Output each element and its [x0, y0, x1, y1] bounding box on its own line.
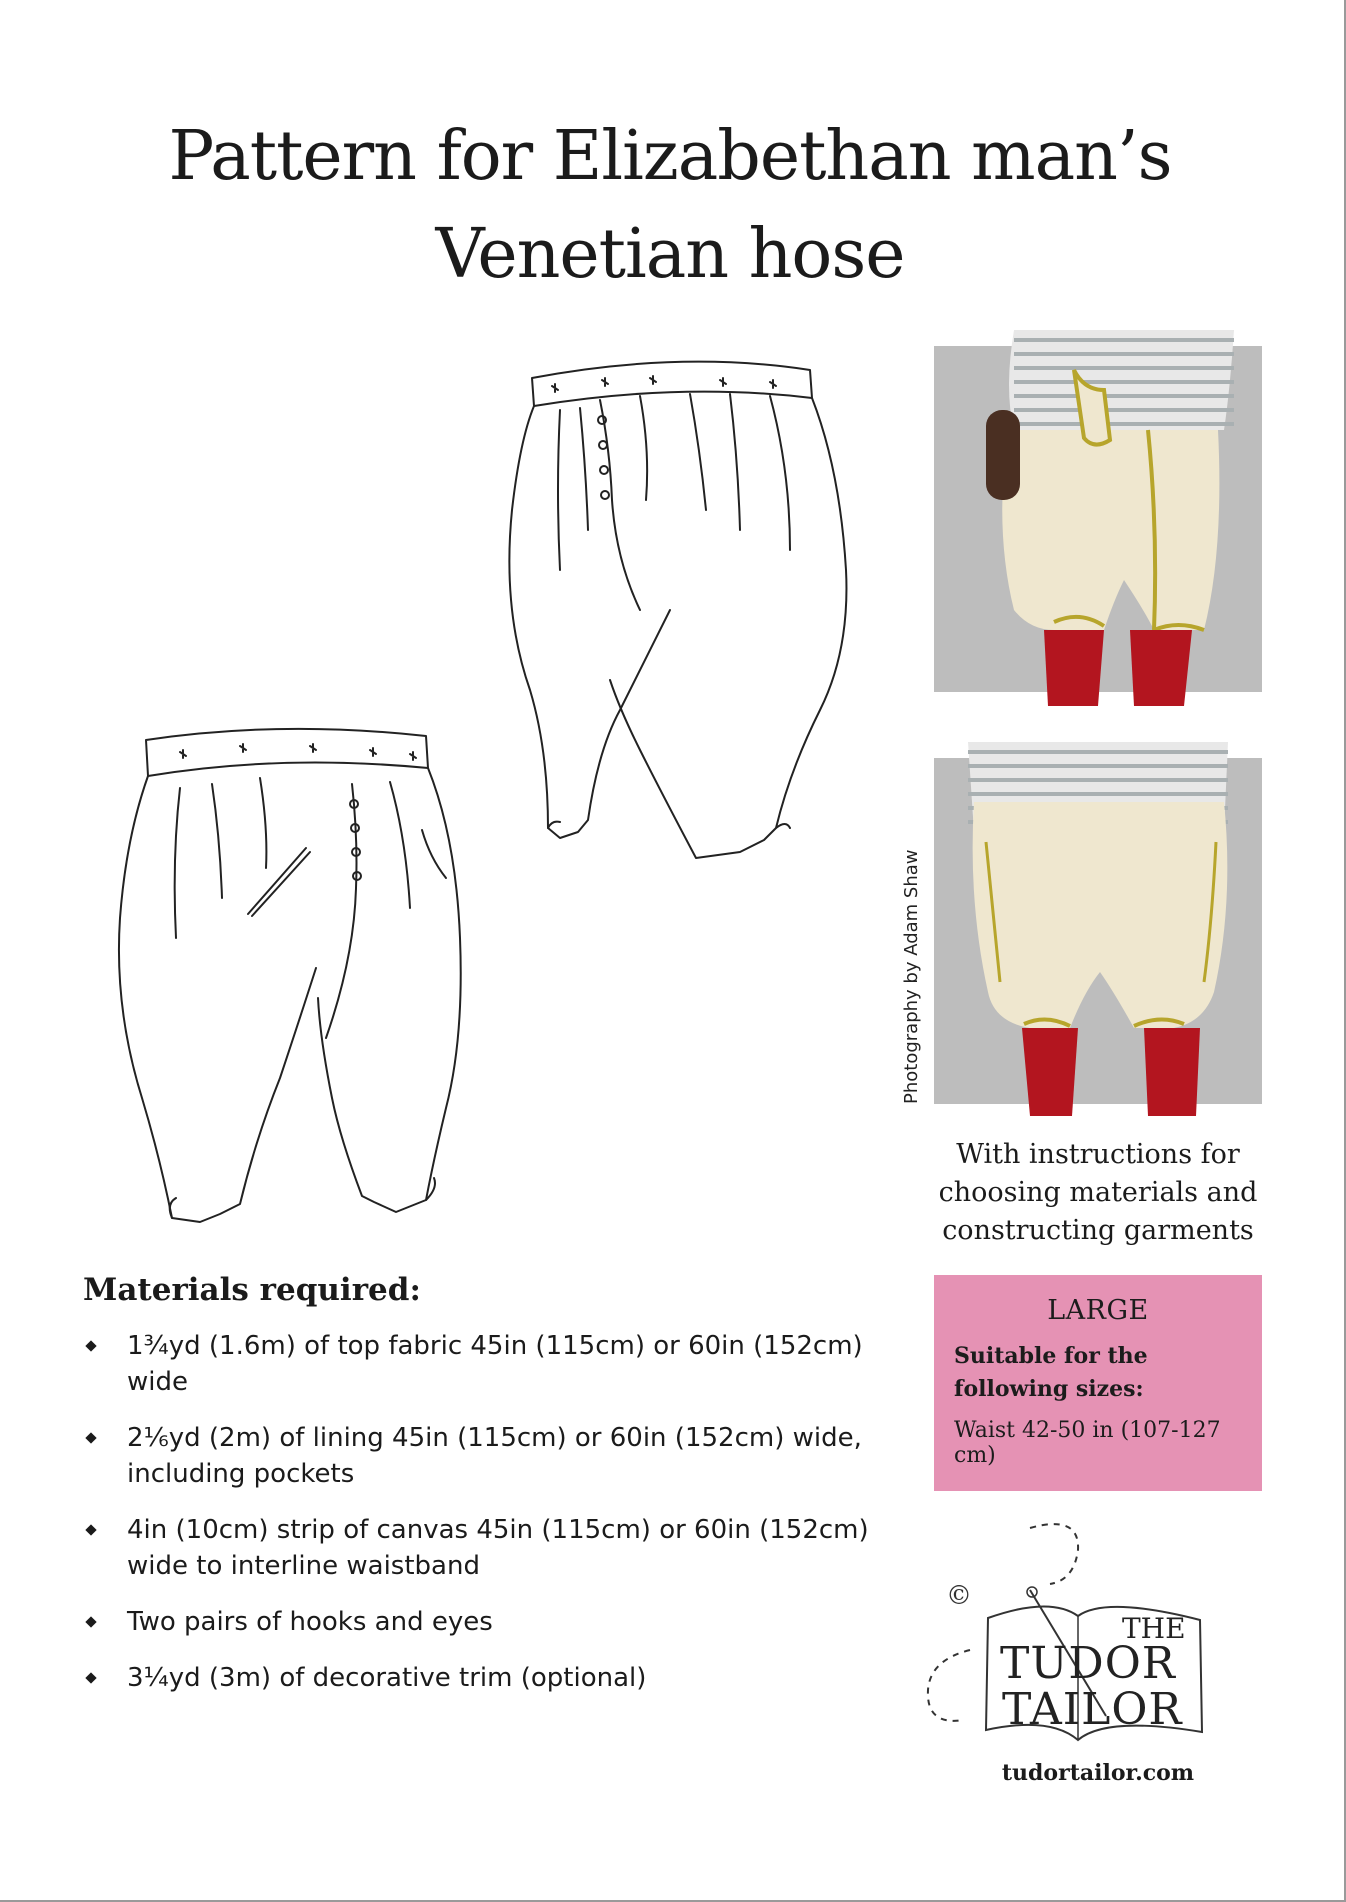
materials-item: [83, 1660, 883, 1696]
materials-item-line-2: wide to interline waistband: [127, 1551, 480, 1581]
bullet-icon: [85, 1524, 96, 1535]
size-range: Waist 42-50 in (107-127 cm): [954, 1418, 1221, 1468]
materials-list: [83, 1328, 883, 1716]
page-title: [120, 108, 1220, 304]
materials-item: [83, 1420, 883, 1492]
hose-front-drawing: [100, 718, 470, 1238]
materials-item: [83, 1604, 883, 1640]
bullet-icon: [85, 1432, 96, 1443]
hose-back-drawing: [490, 350, 860, 870]
materials-item: [83, 1328, 883, 1400]
logo-tailor: TAILOR: [1002, 1684, 1183, 1735]
tudor-tailor-logo: [910, 1520, 1220, 1764]
bullet-icon: [85, 1616, 96, 1627]
size-title: LARGE: [1047, 1295, 1149, 1326]
materials-item-line-2: wide: [127, 1367, 188, 1397]
materials-item-line-2: including pockets: [127, 1459, 355, 1489]
title-line-1: Pattern for Elizabethan man’s: [168, 117, 1172, 196]
size-box: [934, 1275, 1262, 1491]
instructions-line-2: choosing materials and: [938, 1177, 1258, 1208]
instructions-note: [934, 1136, 1262, 1250]
instructions-line-1: With instructions for: [956, 1139, 1240, 1170]
materials-item-line-1: Two pairs of hooks and eyes: [127, 1607, 493, 1637]
bullet-icon: [85, 1340, 96, 1351]
materials-item: [83, 1512, 883, 1584]
logo-the: THE: [1122, 1612, 1186, 1645]
logo-tudor: TUDOR: [1000, 1638, 1176, 1689]
materials-item-line-1: 2⅙yd (2m) of lining 45in (115cm) or 60in (152cm) wide,: [127, 1423, 862, 1453]
photo-back-view: [934, 742, 1262, 1116]
materials-item-line-1: 3¼yd (3m) of decorative trim (optional): [127, 1663, 647, 1693]
materials-item-line-1: 4in (10cm) strip of canvas 45in (115cm) or 60in (152cm): [127, 1515, 869, 1545]
instructions-line-3: constructing garments: [942, 1215, 1254, 1246]
size-subtitle: Suitable for the following sizes:: [954, 1343, 1148, 1402]
logo-copyright: ©: [946, 1581, 972, 1611]
materials-item-line-1: 1¾yd (1.6m) of top fabric 45in (115cm) or 60in (152cm): [127, 1331, 863, 1361]
website-link[interactable]: tudortailor.com: [1001, 1760, 1195, 1786]
bullet-icon: [85, 1672, 96, 1683]
photo-credit: Photography by Adam Shaw: [901, 849, 922, 1104]
photo-front-view: [934, 330, 1262, 706]
title-line-2: Venetian hose: [435, 215, 905, 294]
materials-heading: Materials required:: [83, 1272, 421, 1308]
